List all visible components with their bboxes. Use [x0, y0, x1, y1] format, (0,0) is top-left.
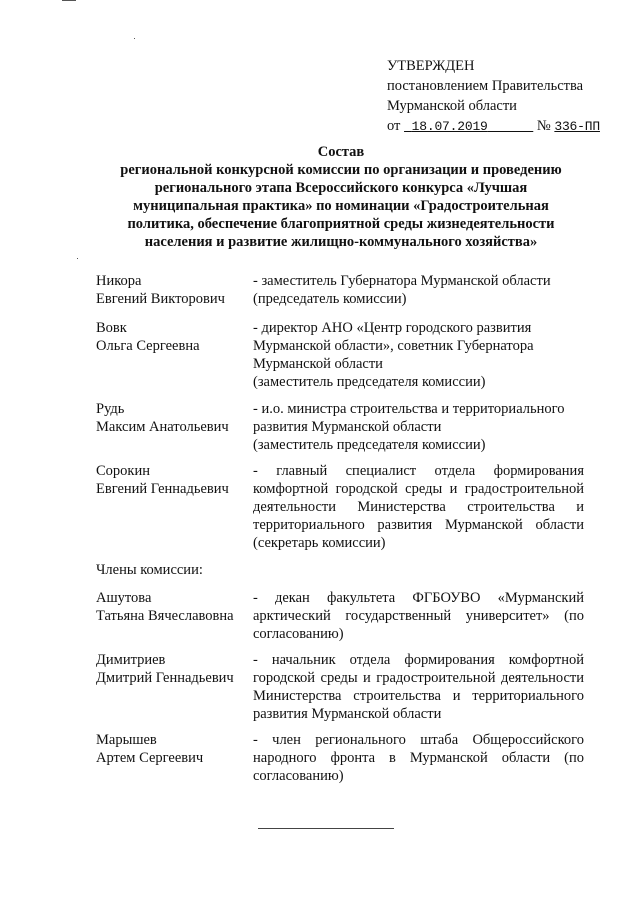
surname: Димитриев: [96, 652, 166, 668]
person-role: [253, 400, 584, 454]
given-names: Евгений Геннадьевич: [96, 481, 229, 497]
closing-rule: [258, 828, 394, 829]
person-name: [96, 731, 256, 767]
approval-region: Мурманской области: [387, 98, 517, 114]
given-names: Максим Анатольевич: [96, 419, 229, 435]
approval-number: 336-ПП: [554, 119, 600, 134]
title-line-3: регионального этапа Всероссийского конкурса «Лучшая: [154, 180, 528, 196]
person-name: [96, 651, 256, 687]
surname: Марышев: [96, 732, 157, 748]
person-name: [96, 272, 256, 308]
role-note: (заместитель председателя комиссии): [253, 437, 486, 453]
scan-mark: [62, 0, 76, 1]
surname: Рудь: [96, 401, 125, 417]
approval-heading: УТВЕРЖДЕН: [387, 58, 475, 74]
person-role: - заместитель Губернатора Мурманской области (председатель комиссии): [253, 273, 551, 307]
number-prefix: №: [536, 118, 551, 134]
role-note: (заместитель председателя комиссии): [253, 374, 486, 390]
title-line-1: Состав: [317, 144, 365, 160]
surname: Никора: [96, 273, 142, 289]
person-role: - главный специалист отдела формирования комфортной городской среды и градостроительной деятельности Министерства строительства и территориального развития Мурманской области (секретарь комиссии): [253, 463, 584, 551]
members-heading: Члены комиссии:: [96, 562, 203, 578]
approval-block: [387, 56, 627, 137]
person-name: [96, 400, 256, 436]
title-line-2: региональной конкурсной комиссии по организации и проведению: [120, 162, 562, 178]
scan-speck: [77, 258, 78, 259]
role-text: - директор АНО «Центр городского развития Мурманской области», советник Губернатора Мурманской области: [253, 320, 534, 372]
person-name: [96, 462, 256, 498]
scan-speck: [134, 38, 135, 39]
title-line-6: населения и развитие жилищно-коммунального хозяйства»: [144, 234, 538, 250]
person-role: - член регионального штаба Общероссийского народного фронта в Мурманской области (по согласованию): [253, 732, 584, 784]
title-line-4: муниципальная практика» по номинации «Градостроительная: [133, 198, 549, 214]
person-name: [96, 319, 256, 355]
approval-date-line: [387, 116, 627, 137]
person-role: - декан факультета ФГБОУВО «Мурманский арктический государственный университет» (по согласованию): [253, 590, 584, 642]
surname: Сорокин: [96, 463, 150, 479]
given-names: Дмитрий Геннадьевич: [96, 670, 234, 686]
role-text: - и.о. министра строительства и территориального развития Мурманской области: [253, 401, 565, 435]
surname: Вовк: [96, 320, 127, 336]
given-names: Евгений Викторович: [96, 291, 225, 307]
approval-authority: постановлением Правительства: [387, 78, 584, 94]
person-name: [96, 589, 256, 625]
date-prefix: от: [387, 118, 401, 134]
given-names: Артем Сергеевич: [96, 750, 204, 766]
approval-date: 18.07.2019: [411, 119, 488, 134]
given-names: Татьяна Вячеславовна: [96, 608, 234, 624]
given-names: Ольга Сергеевна: [96, 338, 200, 354]
person-role: [253, 319, 584, 391]
surname: Ашутова: [96, 590, 152, 606]
document-title: [96, 143, 586, 251]
title-line-5: политика, обеспечение благоприятной среды жизнедеятельности: [127, 216, 555, 232]
person-role: - начальник отдела формирования комфортной городской среды и градостроительной деятельности Министерства строительства и территориального развития Мурманской области: [253, 652, 584, 722]
